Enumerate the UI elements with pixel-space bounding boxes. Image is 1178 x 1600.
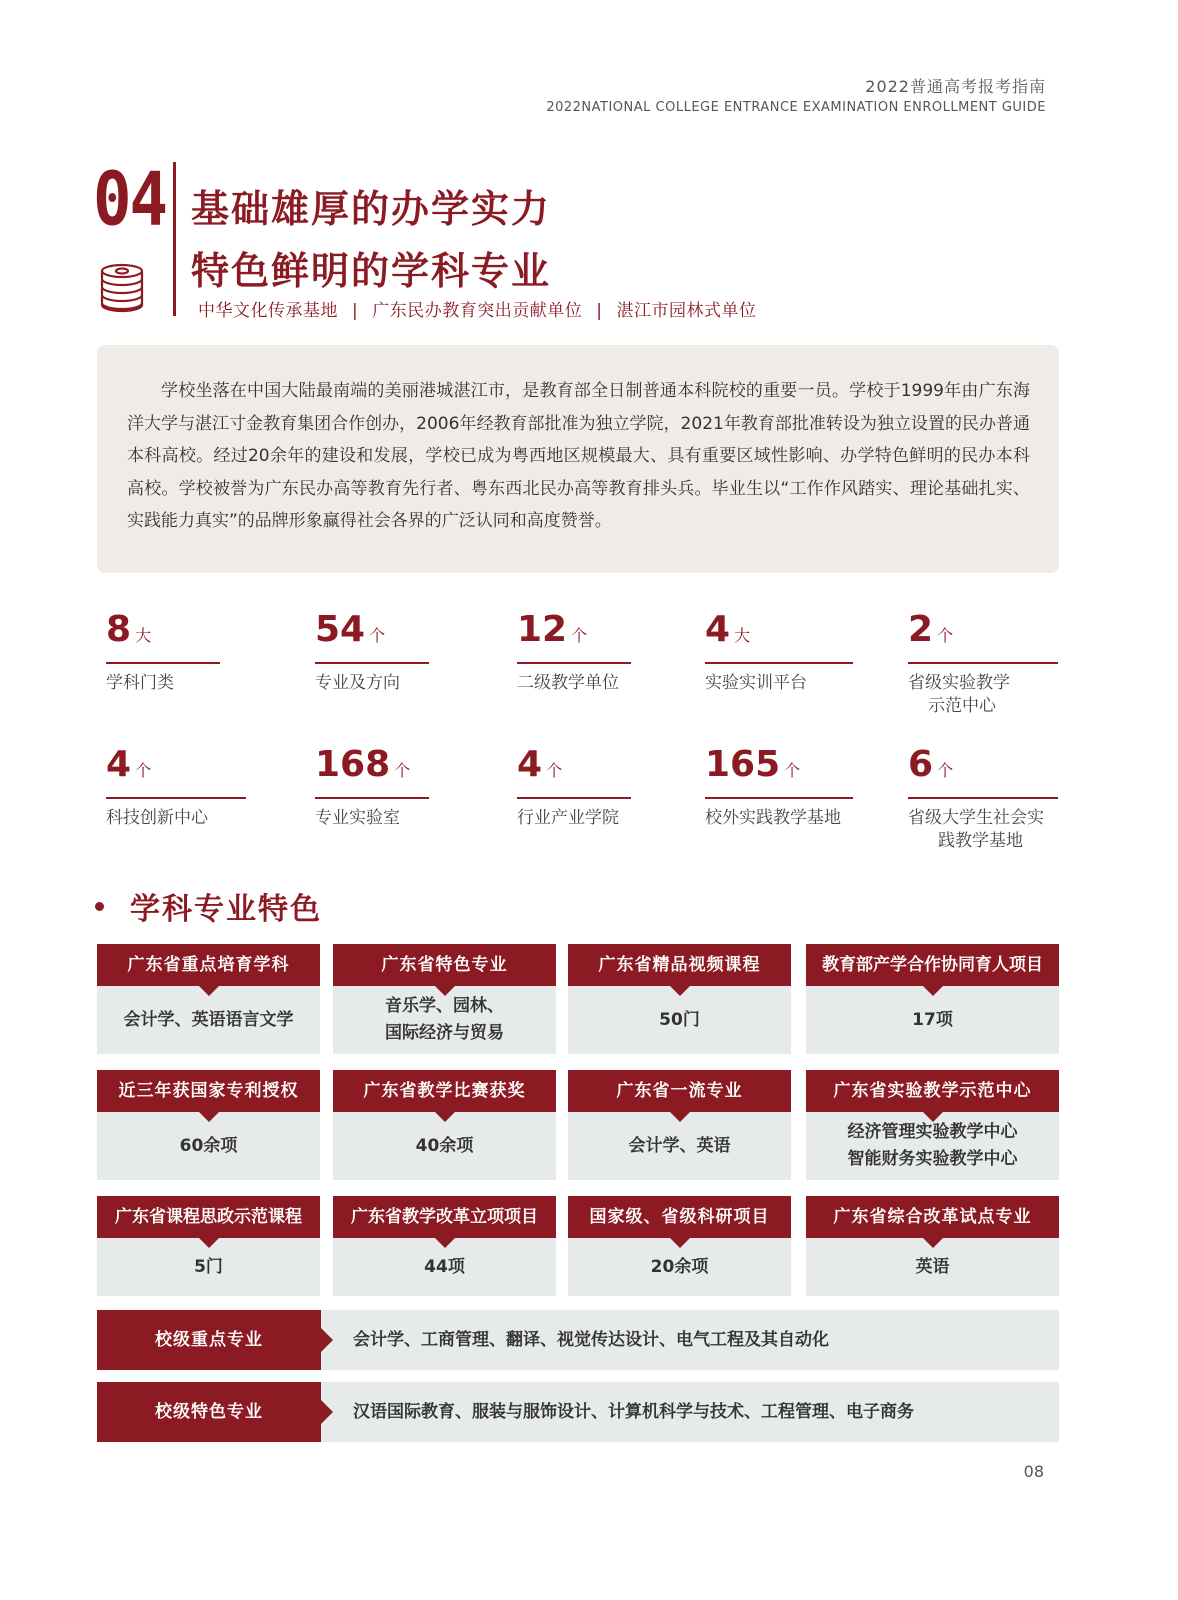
- stat-label: 行业产业学院: [517, 808, 619, 828]
- feature-card-value: 经济管理实验教学中心 智能财务实验教学中心: [847, 1122, 1018, 1169]
- feature-card-title: 广东省特色专业: [333, 944, 556, 986]
- stat-label: 学科门类: [106, 673, 174, 693]
- stat-rule: [705, 797, 853, 799]
- stat-label: 校外实践教学基地: [705, 808, 841, 828]
- section-title-line2: 特色鲜明的学科专业: [191, 249, 552, 293]
- tagline-separator: |: [352, 301, 359, 321]
- feature-card-title: 广东省精品视频课程: [568, 944, 791, 986]
- stat-number: 8 大: [106, 609, 152, 650]
- features-heading: 学科专业特色: [95, 884, 322, 928]
- stat-unit: 个: [784, 761, 801, 780]
- section-title-line1: 基础雄厚的办学实力: [191, 187, 552, 231]
- stat-label: 省级实验教学 示范中心: [908, 673, 1010, 716]
- feature-card-title: 国家级、省级科研项目: [568, 1196, 791, 1238]
- stat-number: 168 个: [315, 744, 411, 785]
- stat-item: [315, 610, 429, 695]
- feature-card: [568, 944, 791, 1054]
- coin-stack-icon: [98, 262, 146, 316]
- stat-label: 专业实验室: [315, 808, 400, 828]
- stat-number: 6 个: [908, 744, 954, 785]
- band-value: 汉语国际教育、服装与服饰设计、计算机科学与技术、工程管理、电子商务: [353, 1402, 914, 1422]
- stat-label: 实验实训平台: [705, 673, 807, 693]
- stat-label: 省级大学生社会实 践教学基地: [908, 808, 1044, 851]
- feature-card: [97, 944, 320, 1054]
- stat-rule: [106, 662, 220, 664]
- stat-rule: [517, 797, 631, 799]
- band-label: 校级特色专业: [97, 1382, 321, 1442]
- stat-item: [517, 610, 631, 695]
- intro-box: [97, 345, 1059, 573]
- feature-card-title: 广东省教学比赛获奖: [333, 1070, 556, 1112]
- stat-number: 2 个: [908, 609, 954, 650]
- feature-card: [806, 944, 1059, 1054]
- feature-card-title: 近三年获国家专利授权: [97, 1070, 320, 1112]
- feature-card-title: 教育部产学合作协同育人项目: [806, 944, 1059, 986]
- feature-card: [568, 1070, 791, 1180]
- feature-card-title: 广东省综合改革试点专业: [806, 1196, 1059, 1238]
- feature-card: [806, 1196, 1059, 1296]
- stat-number: 4 大: [705, 609, 751, 650]
- stat-unit: 个: [135, 761, 152, 780]
- band-value: 会计学、工商管理、翻译、视觉传达设计、电气工程及其自动化: [353, 1330, 829, 1350]
- feature-card-value: 会计学、英语语言文学: [123, 1009, 294, 1030]
- stat-number: 54 个: [315, 609, 386, 650]
- section-divider: [173, 162, 176, 316]
- feature-card-title: 广东省一流专业: [568, 1070, 791, 1112]
- feature-card-value: 20余项: [650, 1256, 709, 1277]
- stat-rule: [315, 662, 429, 664]
- feature-card-title: 广东省教学改革立项项目: [333, 1196, 556, 1238]
- feature-card-value: 40余项: [415, 1135, 474, 1156]
- stat-item: [106, 745, 246, 830]
- stat-rule: [705, 662, 853, 664]
- stat-label: 科技创新中心: [106, 808, 208, 828]
- guide-title-en: 2022NATIONAL COLLEGE ENTRANCE EXAMINATION ENROLLMENT GUIDE: [546, 100, 1046, 115]
- feature-card: [333, 1070, 556, 1180]
- stat-label: 二级教学单位: [517, 673, 619, 693]
- stat-rule: [315, 797, 429, 799]
- school-key-majors-band: [97, 1310, 1059, 1370]
- stat-number: 12 个: [517, 609, 588, 650]
- guide-title-cn: 2022普通高考报考指南: [865, 77, 1046, 96]
- tagline-item: 中华文化传承基地: [198, 301, 338, 321]
- feature-card: [806, 1070, 1059, 1180]
- stat-number: 4 个: [106, 744, 152, 785]
- stat-rule: [908, 662, 1058, 664]
- feature-card-title: 广东省实验教学示范中心: [806, 1070, 1059, 1112]
- stat-number: 4 个: [517, 744, 563, 785]
- stat-unit: 个: [546, 761, 563, 780]
- feature-card-title: 广东省课程思政示范课程: [97, 1196, 320, 1238]
- stat-item: [106, 610, 220, 695]
- feature-card-value: 60余项: [179, 1135, 238, 1156]
- bullet-dot: [95, 902, 104, 911]
- tagline-separator: |: [596, 301, 603, 321]
- tagline-item: 广东民办教育突出贡献单位: [372, 301, 583, 321]
- stat-item: [315, 745, 429, 830]
- feature-card: [97, 1196, 320, 1296]
- stat-unit: 个: [571, 626, 588, 645]
- feature-card-value: 5门: [194, 1256, 223, 1277]
- feature-card: [333, 944, 556, 1054]
- section-number: 04: [93, 158, 167, 244]
- page-number: 08: [1023, 1462, 1044, 1481]
- stat-unit: 大: [135, 626, 152, 645]
- stat-unit: 个: [937, 761, 954, 780]
- stat-item: [705, 610, 853, 695]
- feature-card-value: 17项: [912, 1009, 953, 1030]
- stat-label: 专业及方向: [315, 673, 400, 693]
- feature-card-value: 音乐学、园林、 国际经济与贸易: [385, 996, 504, 1043]
- stat-item: [517, 745, 631, 830]
- feature-card-value: 英语: [915, 1256, 950, 1277]
- intro-paragraph: 学校坐落在中国大陆最南端的美丽港城湛江市，是教育部全日制普通本科院校的重要一员。学校于1999年由广东海洋大学与湛江寸金教育集团合作创办，2006年经教育部批准为独立学院，2021年教育部批准转设为独立设置的民办普通本科高校。经过20余年的建设和发展，学校已成为粤西地区规模最大、具有重要区域性影响、办学特色鲜明的民办本科高校。学校被誉为广东民办高等教育先行者、粤东西北民办高等教育排头兵。毕业生以“工作作风踏实、理论基础扎实、实践能力真实”的品牌形象赢得社会各界的广泛认同和高度赞誉。: [127, 381, 1030, 531]
- stat-rule: [908, 797, 1058, 799]
- stat-rule: [106, 797, 246, 799]
- stat-rule: [517, 662, 631, 664]
- stat-item: [908, 745, 1058, 853]
- feature-card: [333, 1196, 556, 1296]
- school-featured-majors-band: [97, 1382, 1059, 1442]
- feature-card-value: 会计学、英语: [628, 1135, 731, 1156]
- stat-item: [705, 745, 853, 830]
- tagline: [198, 296, 756, 321]
- feature-card-value: 44项: [424, 1256, 465, 1277]
- stat-unit: 个: [369, 626, 386, 645]
- feature-card: [97, 1070, 320, 1180]
- band-label: 校级重点专业: [97, 1310, 321, 1370]
- stat-unit: 个: [394, 761, 411, 780]
- stat-unit: 个: [937, 626, 954, 645]
- stat-unit: 大: [734, 626, 751, 645]
- feature-card-title: 广东省重点培育学科: [97, 944, 320, 986]
- stat-number: 165 个: [705, 744, 801, 785]
- feature-card-value: 50门: [659, 1009, 700, 1030]
- tagline-item: 湛江市园林式单位: [616, 301, 757, 321]
- stat-item: [908, 610, 1058, 718]
- feature-card: [568, 1196, 791, 1296]
